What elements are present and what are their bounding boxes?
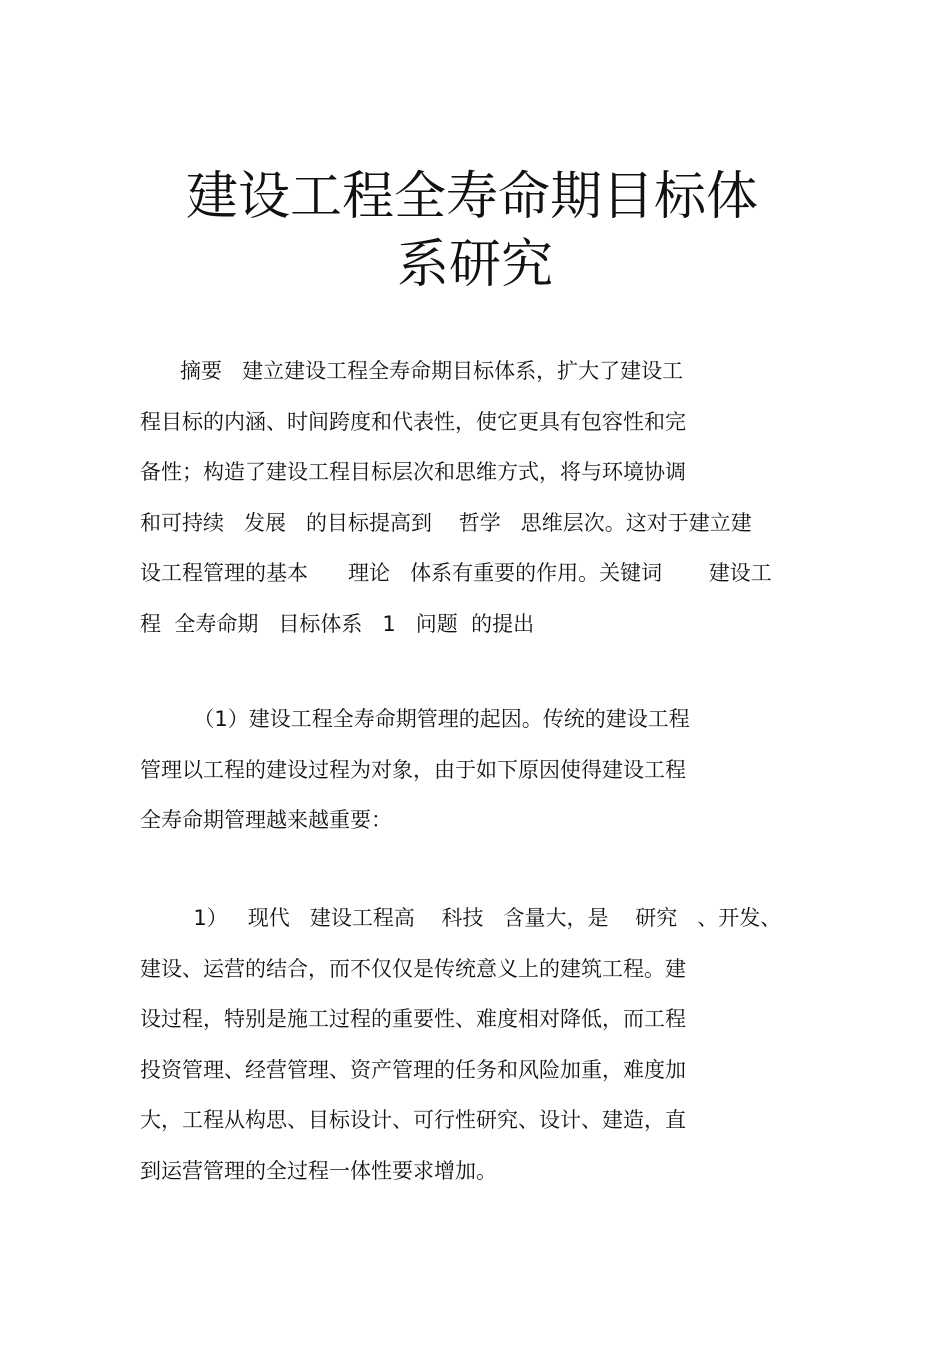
title-line-1: 建设工程全寿命期目标体 bbox=[185, 166, 758, 227]
section-1-line: 全寿命期管理越来越重要： bbox=[140, 808, 392, 832]
section-2-line: 1） 现代 建设工程高 科技 含量大，是 研究 、开发、 bbox=[140, 906, 782, 930]
abstract-line: 设工程管理的基本 理论 体系有重要的作用。关键词 建设工 bbox=[140, 561, 772, 585]
title-line-2: 系研究 bbox=[396, 234, 553, 295]
document-title bbox=[0, 163, 950, 299]
section-2-line: 到运营管理的全过程一体性要求增加。 bbox=[140, 1158, 497, 1183]
section-2-line: 投资管理、经营管理、资产管理的任务和风险加重，难度加 bbox=[140, 1057, 686, 1082]
abstract-line: 备性；构造了建设工程目标层次和思维方式，将与环境协调 bbox=[140, 460, 686, 484]
section-1-line: 管理以工程的建设过程为对象，由于如下原因使得建设工程 bbox=[140, 757, 686, 782]
section-1-paragraph bbox=[140, 694, 820, 846]
section-2-line: 设过程，特别是施工过程的重要性、难度相对降低，而工程 bbox=[140, 1007, 686, 1031]
abstract-line: 摘要 建立建设工程全寿命期目标体系，扩大了建设工 bbox=[140, 359, 684, 383]
section-2-line: 建设、运营的结合，而不仅仅是传统意义上的建筑工程。建 bbox=[140, 956, 686, 981]
section-1-line: （1）建设工程全寿命期管理的起因。传统的建设工程 bbox=[140, 707, 690, 731]
section-2-line: 大，工程从构思、目标设计、可行性研究、设计、建造，直 bbox=[140, 1108, 686, 1132]
abstract-line: 和可持续 发展 的目标提高到 哲学 思维层次。这对于建立建 bbox=[140, 510, 752, 535]
abstract-line: 程目标的内涵、时间跨度和代表性，使它更具有包容性和完 bbox=[140, 409, 686, 434]
section-2-paragraph bbox=[140, 893, 820, 1196]
abstract-paragraph bbox=[140, 346, 820, 649]
abstract-line: 程 全寿命期 目标体系 1 问题 的提出 bbox=[140, 611, 535, 636]
